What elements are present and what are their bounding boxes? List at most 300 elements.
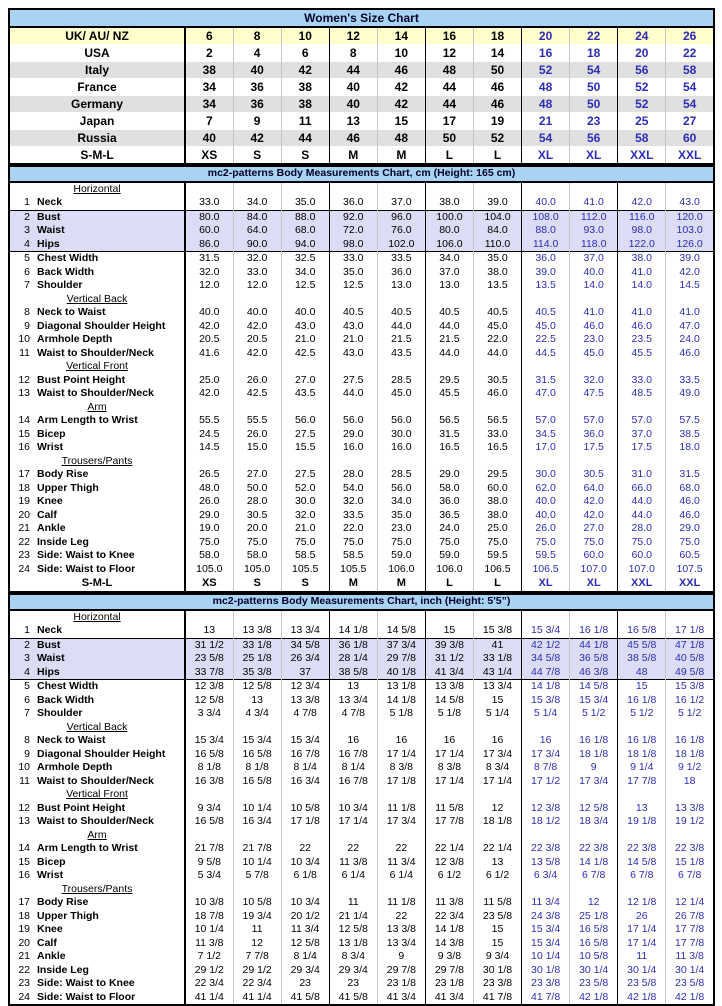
value-cell: 42 1/8 [666, 991, 714, 1006]
value-cell [329, 293, 377, 307]
value-cell: 40.0 [281, 306, 329, 320]
value-cell [666, 883, 714, 897]
value-cell: 31.5 [666, 468, 714, 482]
measurement-name: Chest Width [37, 680, 99, 692]
row-label [9, 482, 185, 496]
value-cell: 18.0 [666, 441, 714, 455]
value-cell: 17 7/8 [666, 923, 714, 937]
measurement-row [9, 347, 714, 361]
value-cell: 27.0 [570, 522, 618, 536]
measurement-name: Arm Length to Wrist [37, 414, 138, 426]
value-cell: 106.0 [377, 563, 425, 577]
value-cell [522, 829, 570, 843]
value-cell: 50.0 [233, 482, 281, 496]
value-cell: 18 1/2 [522, 815, 570, 829]
value-cell: 40 [233, 62, 281, 79]
value-cell: 31.5 [185, 252, 233, 266]
value-cell: 29 7/8 [377, 964, 425, 978]
value-cell: 17 1/4 [618, 937, 666, 951]
value-cell: 42.0 [233, 320, 281, 334]
size-row [9, 79, 714, 96]
value-cell [185, 401, 233, 415]
value-cell: 16 5/8 [185, 748, 233, 762]
value-cell: 10 3/4 [281, 896, 329, 910]
value-cell: 46.0 [666, 347, 714, 361]
value-cell: 11 3/8 [666, 950, 714, 964]
row-number: 1 [24, 196, 30, 208]
value-cell [618, 721, 666, 735]
value-cell: 26.0 [233, 428, 281, 442]
value-cell: 56.0 [281, 414, 329, 428]
value-cell: 48.5 [618, 387, 666, 401]
value-cell [522, 883, 570, 897]
value-cell [473, 788, 521, 802]
value-cell: 12 [233, 937, 281, 951]
value-cell: 29.0 [185, 509, 233, 523]
value-cell: 34.0 [281, 266, 329, 280]
value-cell: XXL [618, 576, 666, 592]
value-cell: 13 3/4 [473, 680, 521, 694]
value-cell: 30 1/8 [522, 964, 570, 978]
value-cell: 100.0 [425, 210, 473, 224]
value-cell: 30 1/8 [473, 964, 521, 978]
value-cell [570, 360, 618, 374]
value-cell: 44.0 [473, 347, 521, 361]
value-cell [666, 293, 714, 307]
value-cell: L [473, 576, 521, 592]
value-cell: 22 [377, 842, 425, 856]
value-cell: 33.0 [473, 428, 521, 442]
value-cell: M [377, 576, 425, 592]
value-cell: 21 7/8 [233, 842, 281, 856]
value-cell [233, 182, 281, 197]
value-cell: L [425, 147, 473, 165]
value-cell: 76.0 [377, 224, 425, 238]
value-cell: XXL [618, 147, 666, 165]
value-cell: 49 5/8 [666, 666, 714, 680]
value-cell: 13 1/8 [329, 937, 377, 951]
value-cell: 33 1/8 [233, 638, 281, 652]
row-number: 9 [24, 747, 30, 760]
value-cell: 58.0 [233, 549, 281, 563]
value-cell: 112.0 [570, 210, 618, 224]
value-cell [473, 610, 521, 625]
value-cell: 38.0 [473, 266, 521, 280]
value-cell: 15.5 [281, 441, 329, 455]
value-cell: 42.0 [185, 320, 233, 334]
value-cell: 20 [618, 45, 666, 62]
value-cell: 44.0 [618, 509, 666, 523]
value-cell [233, 293, 281, 307]
value-cell: 37.0 [425, 266, 473, 280]
value-cell: 52 [618, 79, 666, 96]
value-cell: 22 3/8 [618, 842, 666, 856]
value-cell: 55.5 [185, 414, 233, 428]
value-cell: 60.0 [618, 549, 666, 563]
value-cell: 21.5 [377, 333, 425, 347]
value-cell: 13.5 [522, 279, 570, 293]
value-cell: 52.0 [281, 482, 329, 496]
value-cell: 12 [425, 45, 473, 62]
value-cell: 32.0 [329, 495, 377, 509]
size-row [9, 130, 714, 147]
value-cell: 15 3/4 [281, 734, 329, 748]
measurement-name: Diagonal Shoulder Height [37, 319, 166, 332]
value-cell: 38 5/8 [329, 666, 377, 680]
measurement-name: Knee [37, 923, 63, 935]
value-cell: 57.0 [618, 414, 666, 428]
value-cell [666, 401, 714, 415]
value-cell: 16 1/8 [618, 734, 666, 748]
value-cell: 24 [618, 27, 666, 45]
value-cell [522, 455, 570, 469]
value-cell: 11 3/4 [377, 856, 425, 870]
value-cell: 75.0 [473, 536, 521, 550]
value-cell: 12 3/4 [281, 680, 329, 694]
value-cell: 11 3/8 [329, 856, 377, 870]
value-cell: 16.5 [473, 441, 521, 455]
size-chart-title: Women's Size Chart [9, 9, 714, 27]
value-cell [618, 401, 666, 415]
value-cell: 75.0 [233, 536, 281, 550]
measurement-name: Diagonal Shoulder Height [37, 747, 166, 760]
measurement-row [9, 224, 714, 238]
value-cell [522, 610, 570, 625]
value-cell: 88.0 [281, 210, 329, 224]
row-label [9, 815, 185, 829]
value-cell: 29.0 [666, 522, 714, 536]
row-label [9, 624, 185, 638]
measurement-row [9, 842, 714, 856]
value-cell: 25 [618, 113, 666, 130]
value-cell: XL [522, 147, 570, 165]
value-cell: 41 7/8 [473, 991, 521, 1006]
value-cell: 11 3/8 [425, 896, 473, 910]
value-cell [618, 610, 666, 625]
value-cell: 40 1/8 [377, 666, 425, 680]
value-cell [570, 182, 618, 197]
measurement-name: Waist [37, 224, 65, 236]
measurement-name: Waist to Shoulder/Neck [37, 815, 154, 827]
measurement-row [9, 652, 714, 666]
row-number: 4 [24, 237, 30, 250]
value-cell: 17 1/4 [425, 748, 473, 762]
size-system-label: Italy [9, 62, 185, 79]
measurement-name: Waist [37, 652, 65, 664]
value-cell: 40.5 [329, 306, 377, 320]
value-cell: 102.0 [377, 238, 425, 252]
value-cell [618, 455, 666, 469]
value-cell: 44 [425, 96, 473, 113]
value-cell: 30.0 [522, 468, 570, 482]
value-cell: 40.0 [522, 509, 570, 523]
value-cell: 23 5/8 [570, 977, 618, 991]
value-cell: 35.0 [377, 509, 425, 523]
value-cell: 22 [329, 842, 377, 856]
value-cell: 30.0 [281, 495, 329, 509]
value-cell: 10 3/8 [185, 896, 233, 910]
value-cell: 28.5 [377, 374, 425, 388]
value-cell: 27 [666, 113, 714, 130]
value-cell: 40.5 [377, 306, 425, 320]
row-label [9, 563, 185, 577]
value-cell: 22 3/4 [185, 977, 233, 991]
value-cell: 13 3/8 [425, 680, 473, 694]
size-system-label: UK/ AU/ NZ [9, 27, 185, 45]
value-cell: 16 [425, 27, 473, 45]
value-cell: 88.0 [522, 224, 570, 238]
measurement-row [9, 563, 714, 577]
value-cell: 10 1/4 [233, 802, 281, 816]
value-cell: 44.0 [329, 387, 377, 401]
measurement-name: Side: Waist to Floor [37, 990, 136, 1003]
value-cell: 25.0 [473, 522, 521, 536]
row-number: 13 [18, 815, 30, 827]
value-cell: 27.5 [281, 468, 329, 482]
row-label [9, 549, 185, 563]
row-label [9, 638, 185, 652]
value-cell: 15 1/8 [666, 856, 714, 870]
value-cell: 15 3/8 [473, 624, 521, 638]
value-cell: 16 [473, 734, 521, 748]
value-cell: 31.5 [522, 374, 570, 388]
value-cell: 12 [570, 896, 618, 910]
value-cell: 24.0 [425, 522, 473, 536]
value-cell: 56 [618, 62, 666, 79]
value-cell: 46 3/8 [570, 666, 618, 680]
measurement-name: Inside Leg [37, 535, 89, 548]
value-cell: 13.5 [473, 279, 521, 293]
value-cell: 33.0 [233, 266, 281, 280]
value-cell: 75.0 [281, 536, 329, 550]
value-cell: 60.0 [185, 224, 233, 238]
value-cell: 16 [425, 734, 473, 748]
value-cell: 34 5/8 [281, 638, 329, 652]
measurement-row [9, 482, 714, 496]
row-number: 12 [18, 373, 30, 386]
row-number: 14 [18, 414, 30, 426]
value-cell [329, 610, 377, 625]
value-cell: 13 3/8 [281, 694, 329, 708]
value-cell: 58.0 [425, 482, 473, 496]
section-row [9, 401, 714, 415]
measurement-row [9, 428, 714, 442]
value-cell: 13 3/8 [666, 802, 714, 816]
value-cell: 12 5/8 [185, 694, 233, 708]
value-cell: 49.0 [666, 387, 714, 401]
value-cell: 42 1/2 [522, 638, 570, 652]
value-cell: 9 3/4 [473, 950, 521, 964]
value-cell [618, 182, 666, 197]
section-label [9, 182, 185, 197]
value-cell: 41.0 [570, 196, 618, 210]
section-name: Trousers/Pants [61, 882, 133, 895]
value-cell: 46.0 [618, 320, 666, 334]
value-cell: 13 [618, 802, 666, 816]
value-cell: 57.0 [570, 414, 618, 428]
value-cell: 16 5/8 [618, 624, 666, 638]
value-cell: 19.0 [185, 522, 233, 536]
value-cell: 105.0 [233, 563, 281, 577]
value-cell: 25 1/8 [233, 652, 281, 666]
value-cell: 37.0 [377, 196, 425, 210]
value-cell [425, 829, 473, 843]
value-cell: 13 [473, 856, 521, 870]
value-cell [570, 401, 618, 415]
value-cell [281, 829, 329, 843]
value-cell [522, 721, 570, 735]
value-cell [233, 788, 281, 802]
row-number: 17 [18, 468, 30, 480]
value-cell: 40.5 [473, 306, 521, 320]
value-cell [233, 401, 281, 415]
size-conversion-table [8, 8, 715, 165]
value-cell [618, 293, 666, 307]
value-cell: 16.0 [329, 441, 377, 455]
sml-row [9, 576, 714, 592]
value-cell: 35.0 [281, 196, 329, 210]
row-number: 16 [18, 441, 30, 453]
value-cell: 39 3/8 [425, 638, 473, 652]
measurement-name: Waist to Shoulder/Neck [37, 387, 154, 399]
value-cell: 22 3/4 [425, 910, 473, 924]
value-cell: 62.0 [522, 482, 570, 496]
measurement-name: Bust Point Height [37, 801, 126, 814]
row-label [9, 734, 185, 748]
value-cell: 5 1/4 [473, 707, 521, 721]
value-cell: 23 1/8 [377, 977, 425, 991]
measurement-row [9, 748, 714, 762]
value-cell: 17 1/4 [618, 923, 666, 937]
value-cell: 23.0 [377, 522, 425, 536]
row-label [9, 748, 185, 762]
value-cell: 43.5 [281, 387, 329, 401]
value-cell: 14 1/8 [522, 680, 570, 694]
value-cell [425, 610, 473, 625]
value-cell: 32.0 [570, 374, 618, 388]
measurement-name: Ankle [37, 950, 66, 962]
value-cell: 68.0 [281, 224, 329, 238]
value-cell: 50 [570, 96, 618, 113]
value-cell: 17 [425, 113, 473, 130]
value-cell: 12 5/8 [329, 923, 377, 937]
value-cell: 36 1/8 [329, 638, 377, 652]
value-cell: 22 3/8 [522, 842, 570, 856]
value-cell: 41 3/4 [425, 666, 473, 680]
value-cell: 37 3/4 [377, 638, 425, 652]
measurement-name: Wrist [37, 869, 64, 881]
value-cell: 45.0 [377, 387, 425, 401]
value-cell: 106.5 [473, 563, 521, 577]
row-number: 10 [18, 333, 30, 345]
measurement-row [9, 266, 714, 280]
value-cell: 59.0 [377, 549, 425, 563]
value-cell [377, 721, 425, 735]
value-cell [570, 610, 618, 625]
row-number: 3 [24, 652, 30, 664]
value-cell [329, 883, 377, 897]
value-cell: 18 1/8 [473, 815, 521, 829]
value-cell: 75.0 [522, 536, 570, 550]
value-cell: 98.0 [618, 224, 666, 238]
value-cell: 30 1/4 [618, 964, 666, 978]
value-cell: 11 1/8 [377, 802, 425, 816]
value-cell [473, 401, 521, 415]
value-cell: 75.0 [425, 536, 473, 550]
value-cell: 12 5/8 [233, 680, 281, 694]
measurement-name: Armhole Depth [37, 761, 113, 773]
value-cell: 17 1/8 [377, 775, 425, 789]
value-cell: 26.0 [185, 495, 233, 509]
value-cell: 57.5 [666, 414, 714, 428]
value-cell: 33.5 [329, 509, 377, 523]
value-cell: 23 5/8 [185, 652, 233, 666]
measurement-name: Arm Length to Wrist [37, 842, 138, 854]
value-cell: 8 3/4 [473, 761, 521, 775]
value-cell: 38.5 [666, 428, 714, 442]
value-cell: 29.5 [473, 468, 521, 482]
value-cell: 94.0 [281, 238, 329, 252]
value-cell: 46.0 [666, 495, 714, 509]
section-label [9, 788, 185, 802]
size-row [9, 27, 714, 45]
value-cell [666, 360, 714, 374]
value-cell [185, 788, 233, 802]
value-cell: 17 1/4 [473, 775, 521, 789]
value-cell: 75.0 [329, 536, 377, 550]
measurement-row [9, 977, 714, 991]
value-cell: 32.0 [233, 252, 281, 266]
row-label [9, 937, 185, 951]
value-cell: 118.0 [570, 238, 618, 252]
value-cell: 54 [666, 96, 714, 113]
value-cell: S [233, 576, 281, 592]
measurement-name: Back Width [37, 693, 95, 706]
measurement-name: Shoulder [37, 279, 83, 291]
value-cell: 46 [377, 62, 425, 79]
measurement-name: Side: Waist to Floor [37, 562, 136, 575]
value-cell: 56.0 [377, 414, 425, 428]
row-label [9, 977, 185, 991]
value-cell: 12.0 [185, 279, 233, 293]
value-cell: 15 [618, 680, 666, 694]
value-cell: 42.5 [281, 347, 329, 361]
value-cell: 45.0 [522, 320, 570, 334]
value-cell: 2 [185, 45, 233, 62]
measurement-name: Bust [37, 638, 61, 651]
value-cell: 33.5 [666, 374, 714, 388]
measurement-name: Chest Width [37, 252, 99, 264]
value-cell [473, 455, 521, 469]
value-cell: XL [522, 576, 570, 592]
value-cell: 43.0 [329, 320, 377, 334]
value-cell: 26.0 [522, 522, 570, 536]
value-cell: 18 [666, 775, 714, 789]
value-cell: 16 [522, 734, 570, 748]
measurement-row [9, 937, 714, 951]
value-cell: 38.0 [473, 495, 521, 509]
value-cell: 6 1/4 [377, 869, 425, 883]
value-cell: 10 3/4 [329, 802, 377, 816]
value-cell: 23 [570, 113, 618, 130]
value-cell: 14 1/8 [570, 856, 618, 870]
value-cell [329, 788, 377, 802]
value-cell: 16 1/8 [570, 734, 618, 748]
row-label [9, 441, 185, 455]
measurement-name: Bust Point Height [37, 373, 126, 386]
value-cell: 11 [233, 923, 281, 937]
measurement-name: Ankle [37, 522, 66, 534]
